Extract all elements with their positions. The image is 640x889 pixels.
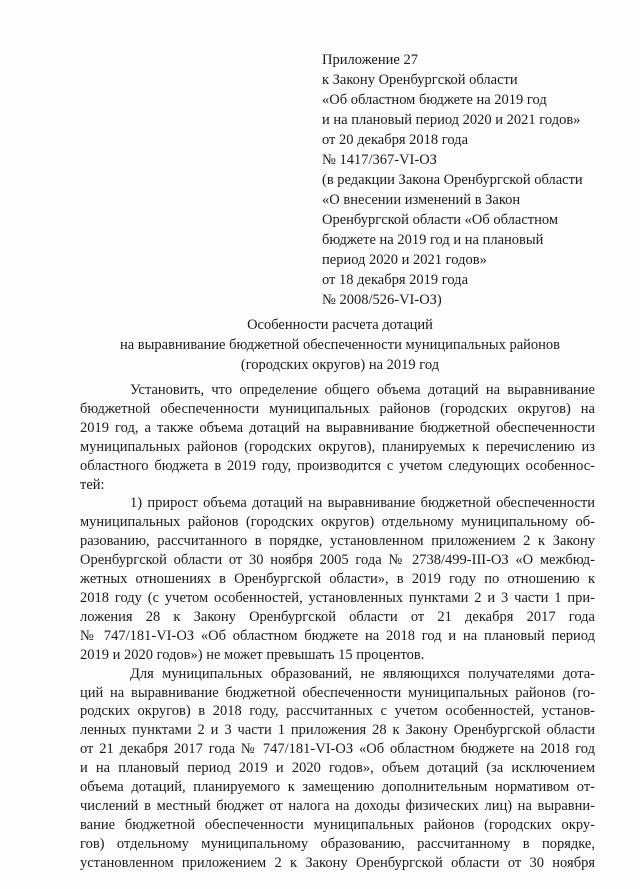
body-line: жетных отношениях в Оренбургской области», в 2019 году по отношению к [80,571,595,588]
annex-line: «О внесении изменений в Закон [322,192,521,208]
body-line: Оренбургской области от 30 ноября 2005 года № 2738/499-III-ОЗ «О межбюд- [80,552,595,569]
annex-line: бюджете на 2019 год и на плановый [322,232,544,248]
body-line: муниципальных районов (городских округов), планируемых к перечислению из [80,438,595,455]
body-line: 2019 и 2020 годов») не может превышать 15 процентов. [80,646,425,663]
title-line: на выравнивание бюджетной обеспеченности муниципальных районов [119,337,561,353]
document-title [60,315,620,375]
document-body [80,381,595,873]
title-line: Особенности расчета дотаций [247,317,433,333]
annex-line: и на плановый период 2020 и 2021 годов» [322,112,581,128]
body-line: установленном приложением 2 к Закону Оренбургской области от 30 ноября [80,854,595,871]
body-line: 2018 году (с учетом особенностей, установленных пунктами 2 и 3 части 1 при- [80,589,595,606]
body-line: разованию, рассчитанного в порядке, установленном приложением 2 к Закону [80,533,595,550]
body-line: вание бюджетной обеспеченности муниципальных районов (городских окру- [80,816,595,833]
body-line: 2019 год, а также объема дотаций на выравнивание бюджетной обеспеченности [80,419,595,436]
body-line: бюджетной обеспеченности муниципальных районов (городских округов) на [80,400,595,417]
body-line: гов) отдельному муниципальному образованию, рассчитанному в порядке, [80,835,595,852]
body-line: областного бюджета в 2019 году, производится с учетом следующих особеннос- [80,457,595,474]
annex-line: № 2008/526-VI-ОЗ) [322,292,442,308]
body-line: ленных пунктами 2 и 3 части 1 приложения 28 к Закону Оренбургской области [80,722,595,739]
annex-line: (в редакции Закона Оренбургской области [322,172,583,188]
annex-line: Оренбургской области «Об областном [322,212,559,228]
body-line: числений в местный бюджет от налога на доходы физических лиц) на выравни- [80,797,595,814]
annex-line: «Об областном бюджете на 2019 год [322,92,547,108]
annex-line: от 18 декабря 2019 года [322,272,468,288]
annex-line: к Закону Оренбургской области [322,72,518,88]
body-line: тей: [80,476,105,493]
body-line: ложения 28 к Закону Оренбургской области от 21 декабря 2017 года [80,608,595,625]
body-line: № 747/181-VI-ОЗ «Об областном бюджете на 2018 год и на плановый период [80,627,595,644]
annex-header [322,50,622,310]
body-line: от 21 декабря 2017 года № 747/181-VI-ОЗ «Об областном бюджете на 2018 год [80,741,595,758]
annex-line: Приложение 27 [322,52,418,68]
body-line: Установить, что определение общего объема дотаций на выравнивание [130,382,595,398]
body-line: Для муниципальных образований, не являющихся получателями дота- [130,665,595,682]
title-line: (городских округов) на 2019 год [240,357,440,373]
annex-line: от 20 декабря 2018 года [322,132,468,148]
body-line: 1) прирост объема дотаций на выравнивание бюджетной обеспеченности [130,495,595,512]
body-line: и на плановый период 2019 и 2020 годов», объем дотаций (за исключением [80,760,595,777]
body-line: родских округов) в 2018 году, рассчитанных с учетом особенностей, установ- [80,703,595,720]
body-line: муниципальных районов (городских округов) отдельному муниципальному об- [80,514,595,531]
body-line: объема дотаций, планируемого к замещению дополнительным нормативом от- [80,779,595,796]
body-line: ций на выравнивание бюджетной обеспеченности муниципальных районов (го- [80,684,595,701]
annex-line: № 1417/367-VI-ОЗ [322,152,437,168]
annex-line: период 2020 и 2021 годов» [322,252,487,268]
